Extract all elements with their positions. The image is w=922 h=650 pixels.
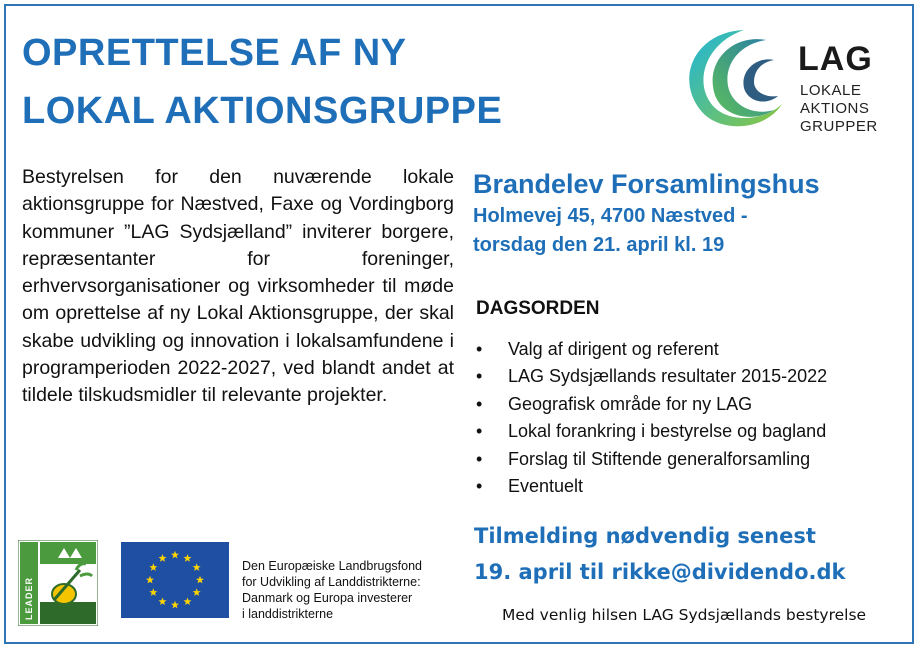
- agenda-item: • Eventuelt: [476, 473, 896, 500]
- lag-logo-sub-3: GRUPPER: [800, 118, 878, 135]
- agenda-item: • Forslag til Stiftende generalforsamling: [476, 446, 896, 473]
- eafrd-line-1: Den Europæiske Landbrugsfond: [242, 559, 422, 573]
- leader-logo-icon: [18, 540, 98, 626]
- eafrd-line-2: for Udvikling af Landdistrikterne:: [242, 575, 421, 589]
- eafrd-caption: [242, 558, 482, 622]
- venue-date: torsdag den 21. april kl. 19: [473, 234, 725, 256]
- signup-notice: [474, 518, 914, 590]
- flyer: [4, 4, 914, 644]
- agenda-item: • Valg af dirigent og referent: [476, 336, 896, 363]
- venue-block: [473, 166, 903, 260]
- lag-logo-sub-1: LOKALE: [800, 82, 862, 99]
- leader-logo-text: LEADER: [24, 576, 34, 620]
- venue-name: Brandelev Forsamlingshus: [473, 169, 820, 199]
- venue-address: Holmevej 45, 4700 Næstved -: [473, 205, 748, 227]
- lag-logo: [674, 20, 904, 140]
- signup-line-2: 19. april til rikke@dividendo.dk: [474, 560, 846, 584]
- lag-logo-word: LAG: [798, 40, 873, 78]
- agenda-item: • LAG Sydsjællands resultater 2015-2022: [476, 363, 896, 390]
- intro-paragraph: Bestyrelsen for den nuværende lokale aktionsgruppe for Næstved, Faxe og Vordingborg kommuner ”LAG Sydsjælland” inviterer borgere, repræsentanter for foreninger, erhvervsorganisationer og virksomheder til møde om oprettelse af ny Lokal Aktionsgruppe, der skal skabe udvikling og innovation i lokalsamfundene i programperioden 2022-2027, ved blandt andet at tildele tilskudsmidler til relevante projekter.: [22, 166, 454, 407]
- title-line-2: LOKAL AKTIONSGRUPPE: [22, 90, 503, 132]
- agenda-title: DAGSORDEN: [476, 298, 600, 319]
- title-line-1: OPRETTELSE AF NY: [22, 32, 407, 74]
- eafrd-line-3: Danmark og Europa investerer: [242, 591, 413, 605]
- eafrd-line-4: i landdistrikterne: [242, 607, 334, 621]
- agenda-item: • Geografisk område for ny LAG: [476, 391, 896, 418]
- closing-regards: Med venlig hilsen LAG Sydsjællands bestyrelse: [502, 606, 867, 624]
- eu-flag-icon: [121, 542, 229, 618]
- agenda-item: • Lokal forankring i bestyrelse og bagland: [476, 418, 896, 445]
- lag-swirl-icon: [674, 20, 794, 140]
- agenda-list: [476, 336, 896, 500]
- lag-logo-subtitle: [800, 82, 878, 136]
- page-title: [22, 24, 502, 140]
- signup-line-1: Tilmelding nødvendig senest: [474, 524, 816, 548]
- lag-logo-sub-2: AKTIONS: [800, 100, 870, 117]
